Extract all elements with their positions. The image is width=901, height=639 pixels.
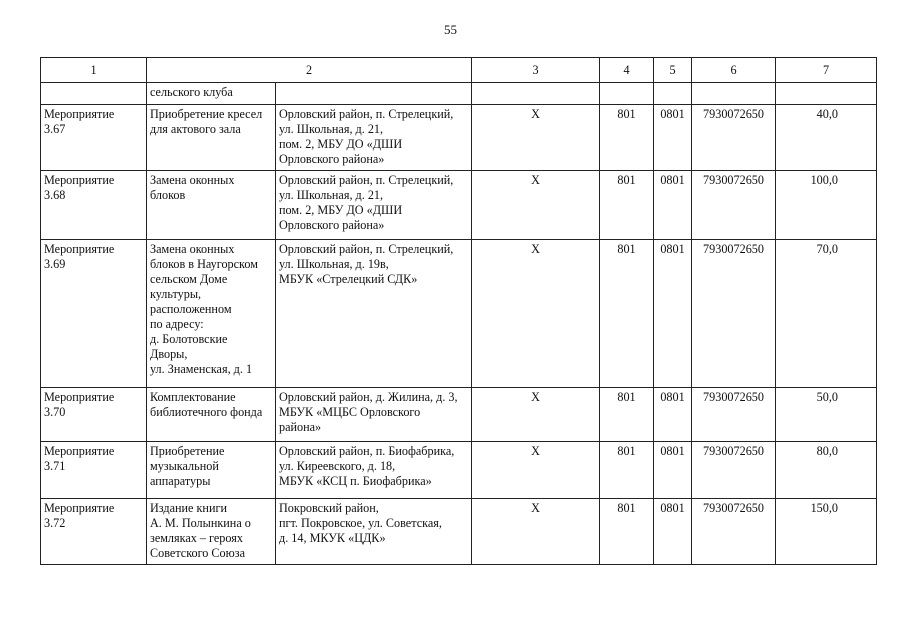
table-row bbox=[41, 499, 877, 565]
cell-col3 bbox=[472, 83, 600, 105]
cell-id bbox=[41, 83, 147, 105]
cell-col4: 801 bbox=[600, 442, 654, 499]
measures-table bbox=[40, 57, 877, 565]
cell-id: Мероприятие 3.67 bbox=[41, 105, 147, 171]
cell-col6: 7930072650 bbox=[692, 105, 776, 171]
cell-col3: Х bbox=[472, 442, 600, 499]
column-header: 4 bbox=[600, 58, 654, 83]
cell-id: Мероприятие 3.72 bbox=[41, 499, 147, 565]
cell-col4: 801 bbox=[600, 499, 654, 565]
cell-col5: 0801 bbox=[654, 442, 692, 499]
table-row bbox=[41, 442, 877, 499]
cell-col3: Х bbox=[472, 105, 600, 171]
cell-col4: 801 bbox=[600, 105, 654, 171]
cell-address: Орловский район, д. Жилина, д. 3, МБУК «МЦБС Орловского района» bbox=[276, 388, 472, 442]
cell-col3: Х bbox=[472, 388, 600, 442]
cell-col7: 50,0 bbox=[776, 388, 877, 442]
cell-col3: Х bbox=[472, 499, 600, 565]
cell-name: сельского клуба bbox=[147, 83, 276, 105]
column-header: 5 bbox=[654, 58, 692, 83]
column-header: 6 bbox=[692, 58, 776, 83]
cell-col6: 7930072650 bbox=[692, 171, 776, 240]
cell-col5: 0801 bbox=[654, 499, 692, 565]
cell-col4: 801 bbox=[600, 240, 654, 388]
cell-col7: 100,0 bbox=[776, 171, 877, 240]
cell-address bbox=[276, 83, 472, 105]
cell-col3: Х bbox=[472, 171, 600, 240]
cell-col7: 70,0 bbox=[776, 240, 877, 388]
column-header: 7 bbox=[776, 58, 877, 83]
cell-col4: 801 bbox=[600, 388, 654, 442]
table-row bbox=[41, 240, 877, 388]
cell-address: Орловский район, п. Стрелецкий, ул. Школьная, д. 21, пом. 2, МБУ ДО «ДШИ Орловского района» bbox=[276, 171, 472, 240]
cell-address: Покровский район, пгт. Покровское, ул. Советская, д. 14, МКУК «ЦДК» bbox=[276, 499, 472, 565]
cell-id: Мероприятие 3.69 bbox=[41, 240, 147, 388]
cell-col6: 7930072650 bbox=[692, 499, 776, 565]
column-header: 2 bbox=[147, 58, 472, 83]
cell-name: Приобретение музыкальной аппаратуры bbox=[147, 442, 276, 499]
cell-address: Орловский район, п. Стрелецкий, ул. Школьная, д. 19в, МБУК «Стрелецкий СДК» bbox=[276, 240, 472, 388]
table-row bbox=[41, 105, 877, 171]
cell-id: Мероприятие 3.68 bbox=[41, 171, 147, 240]
header-row bbox=[41, 58, 877, 83]
cell-col6 bbox=[692, 83, 776, 105]
cell-name: Комплектование библиотечного фонда bbox=[147, 388, 276, 442]
cell-col5 bbox=[654, 83, 692, 105]
cell-col5: 0801 bbox=[654, 105, 692, 171]
cell-col7 bbox=[776, 83, 877, 105]
cell-col5: 0801 bbox=[654, 388, 692, 442]
cell-address: Орловский район, п. Биофабрика, ул. Киреевского, д. 18, МБУК «КСЦ п. Биофабрика» bbox=[276, 442, 472, 499]
cell-col4: 801 bbox=[600, 171, 654, 240]
cell-col5: 0801 bbox=[654, 240, 692, 388]
cell-col5: 0801 bbox=[654, 171, 692, 240]
cell-col7: 80,0 bbox=[776, 442, 877, 499]
cell-name: Замена оконных блоков bbox=[147, 171, 276, 240]
cell-name: Приобретение кресел для актового зала bbox=[147, 105, 276, 171]
cell-col3: Х bbox=[472, 240, 600, 388]
page-number: 55 bbox=[444, 22, 457, 37]
cell-col6: 7930072650 bbox=[692, 388, 776, 442]
column-header: 1 bbox=[41, 58, 147, 83]
table-row bbox=[41, 388, 877, 442]
cell-id: Мероприятие 3.70 bbox=[41, 388, 147, 442]
cell-col4 bbox=[600, 83, 654, 105]
column-header: 3 bbox=[472, 58, 600, 83]
cell-col7: 40,0 bbox=[776, 105, 877, 171]
cell-id: Мероприятие 3.71 bbox=[41, 442, 147, 499]
cell-name: Издание книги А. М. Полынкина о земляках – героях Советского Союза bbox=[147, 499, 276, 565]
cell-name: Замена оконных блоков в Наугорском сельском Доме культуры, расположенном по адресу: д. Болотовские Дворы, ул. Знаменская, д. 1 bbox=[147, 240, 276, 388]
cell-address: Орловский район, п. Стрелецкий, ул. Школьная, д. 21, пом. 2, МБУ ДО «ДШИ Орловского района» bbox=[276, 105, 472, 171]
cell-col6: 7930072650 bbox=[692, 442, 776, 499]
cell-col7: 150,0 bbox=[776, 499, 877, 565]
cell-col6: 7930072650 bbox=[692, 240, 776, 388]
continuation-row bbox=[41, 83, 877, 105]
table-row bbox=[41, 171, 877, 240]
